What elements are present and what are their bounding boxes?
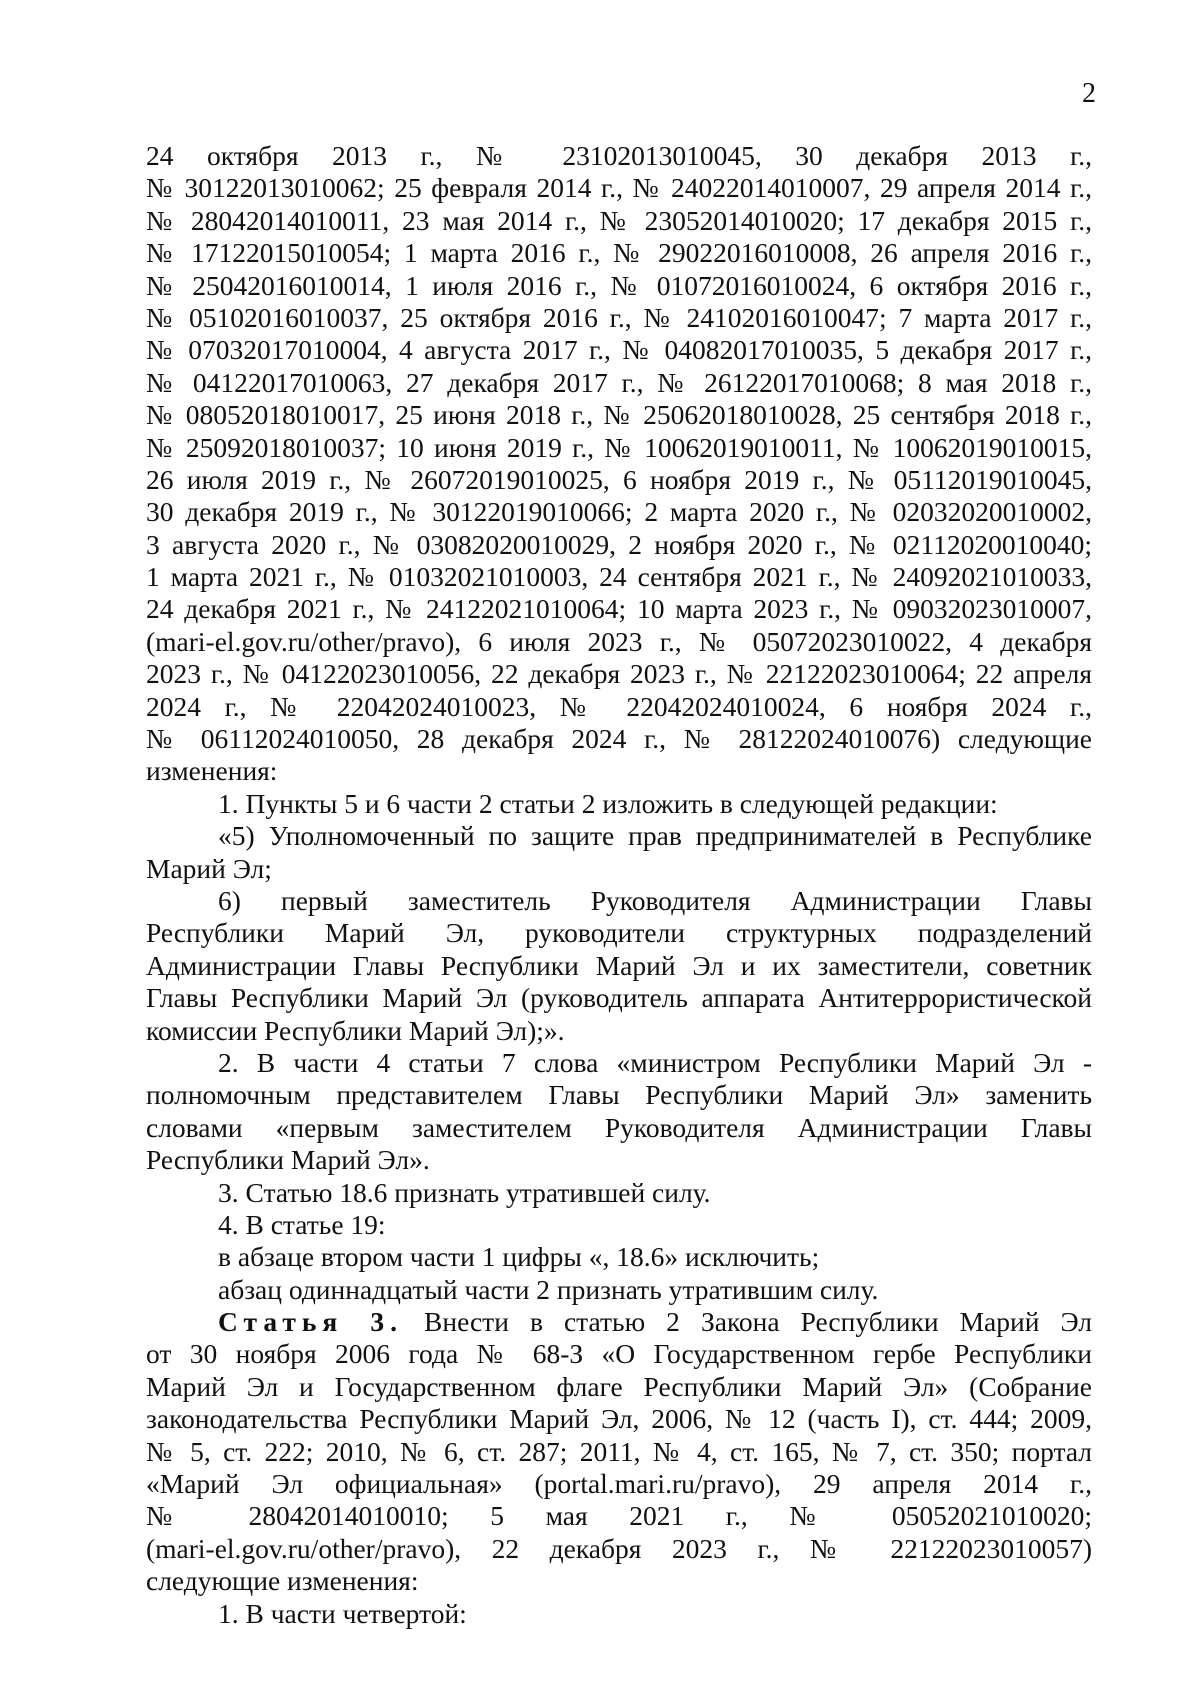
text-line: 1. Пункты 5 и 6 части 2 статьи 2 изложить в следующей редакции: bbox=[218, 787, 998, 819]
text-line: абзац одиннадцатый части 2 признать утратившим силу. bbox=[218, 1273, 879, 1305]
text-line: № 25092018010037; 10 июня 2019 г., № 10062019010011, № 10062019010015, bbox=[146, 431, 1092, 463]
text-line: Республики Марий Эл». bbox=[146, 1144, 430, 1176]
text-line: № 06112024010050, 28 декабря 2024 г., № 28122024010076) следующие bbox=[146, 723, 1092, 755]
text-line: № 04122017010063, 27 декабря 2017 г., № 26122017010068; 8 мая 2018 г., bbox=[146, 366, 1092, 398]
text-line: Марий Эл и Государственном флаге Республики Марий Эл» (Собрание bbox=[146, 1370, 1092, 1402]
text-line: словами «первым заместителем Руководителя Администрации Главы bbox=[146, 1111, 1092, 1143]
text-line: «5) Уполномоченный по защите прав предпринимателей в Республике bbox=[218, 820, 1092, 852]
text-line: «Марий Эл официальная» (portal.mari.ru/pravo), 29 апреля 2014 г., bbox=[146, 1468, 1092, 1500]
text-line bbox=[146, 1306, 1092, 1338]
text-line: № 07032017010004, 4 августа 2017 г., № 04082017010035, 5 декабря 2017 г., bbox=[146, 334, 1092, 366]
text-line: 1 марта 2021 г., № 01032021010003, 24 сентября 2021 г., № 24092021010033, bbox=[146, 561, 1092, 593]
text-line: № 5, ст. 222; 2010, № 6, ст. 287; 2011, № 4, ст. 165, № 7, ст. 350; портал bbox=[146, 1435, 1092, 1467]
text-line: № 08052018010017, 25 июня 2018 г., № 25062018010028, 25 сентября 2018 г., bbox=[146, 399, 1092, 431]
text-line: 30 декабря 2019 г., № 30122019010066; 2 марта 2020 г., № 02032020010002, bbox=[146, 496, 1092, 528]
document-body bbox=[146, 140, 1092, 1630]
text-line: 6) первый заместитель Руководителя Администрации Главы bbox=[218, 884, 1092, 916]
text-line: в абзаце втором части 1 цифры «, 18.6» исключить; bbox=[218, 1241, 820, 1273]
text-line: № 30122013010062; 25 февраля 2014 г., № 24022014010007, 29 апреля 2014 г., bbox=[146, 172, 1092, 204]
text-line: от 30 ноября 2006 года № 68-З «О Государственном гербе Республики bbox=[146, 1338, 1092, 1370]
text-line: 2024 г., № 22042024010023, № 22042024010024, 6 ноября 2024 г., bbox=[146, 690, 1092, 722]
text-line: 2023 г., № 04122023010056, 22 декабря 2023 г., № 22122023010064; 22 апреля bbox=[146, 658, 1092, 690]
text-line: 3. Статью 18.6 признать утратившей силу. bbox=[218, 1176, 711, 1208]
text-line: законодательства Республики Марий Эл, 2006, № 12 (часть I), ст. 444; 2009, bbox=[146, 1403, 1092, 1435]
text-line: 3 августа 2020 г., № 03082020010029, 2 ноября 2020 г., № 02112020010040; bbox=[146, 528, 1092, 560]
text-line: следующие изменения: bbox=[146, 1565, 419, 1597]
text-line: № 28042014010010; 5 мая 2021 г., № 05052021010020; bbox=[146, 1500, 1092, 1532]
text-line: (mari-el.gov.ru/other/pravo), 6 июля 2023 г., № 05072023010022, 4 декабря bbox=[146, 625, 1092, 657]
text-line: 1. В части четвертой: bbox=[218, 1597, 467, 1629]
text-line: Администрации Главы Республики Марий Эл и их заместители, советник bbox=[146, 949, 1092, 981]
text-line: № 17122015010054; 1 марта 2016 г., № 29022016010008, 26 апреля 2016 г., bbox=[146, 237, 1092, 269]
text-line: 2. В части 4 статьи 7 слова «министром Республики Марий Эл - bbox=[218, 1046, 1092, 1078]
page-number: 2 bbox=[1082, 78, 1096, 109]
text-line: полномочным представителем Главы Республики Марий Эл» заменить bbox=[146, 1079, 1092, 1111]
text-line: Марий Эл; bbox=[146, 852, 272, 884]
text-line: 26 июля 2019 г., № 26072019010025, 6 ноября 2019 г., № 05112019010045, bbox=[146, 463, 1092, 495]
text-line: № 05102016010037, 25 октября 2016 г., № 24102016010047; 7 марта 2017 г., bbox=[146, 301, 1092, 333]
text-line: Республики Марий Эл, руководители структурных подразделений bbox=[146, 917, 1092, 949]
text-line: 4. В статье 19: bbox=[218, 1208, 386, 1240]
text-line: (mari-el.gov.ru/other/pravo), 22 декабря 2023 г., № 22122023010057) bbox=[146, 1532, 1092, 1564]
article-heading: Статья 3. bbox=[218, 1306, 403, 1338]
text-line: комиссии Республики Марий Эл);». bbox=[146, 1014, 565, 1046]
article-text: Внести в статью 2 Закона Республики Марий Эл bbox=[402, 1306, 1092, 1338]
text-line: № 28042014010011, 23 мая 2014 г., № 23052014010020; 17 декабря 2015 г., bbox=[146, 204, 1092, 236]
text-line: № 25042016010014, 1 июля 2016 г., № 01072016010024, 6 октября 2016 г., bbox=[146, 269, 1092, 301]
text-line: Главы Республики Марий Эл (руководитель аппарата Антитеррористической bbox=[146, 982, 1092, 1014]
text-line: 24 декабря 2021 г., № 24122021010064; 10 марта 2023 г., № 09032023010007, bbox=[146, 593, 1092, 625]
text-line: изменения: bbox=[146, 755, 278, 787]
text-line: 24 октября 2013 г., № 23102013010045, 30 декабря 2013 г., bbox=[146, 140, 1092, 171]
